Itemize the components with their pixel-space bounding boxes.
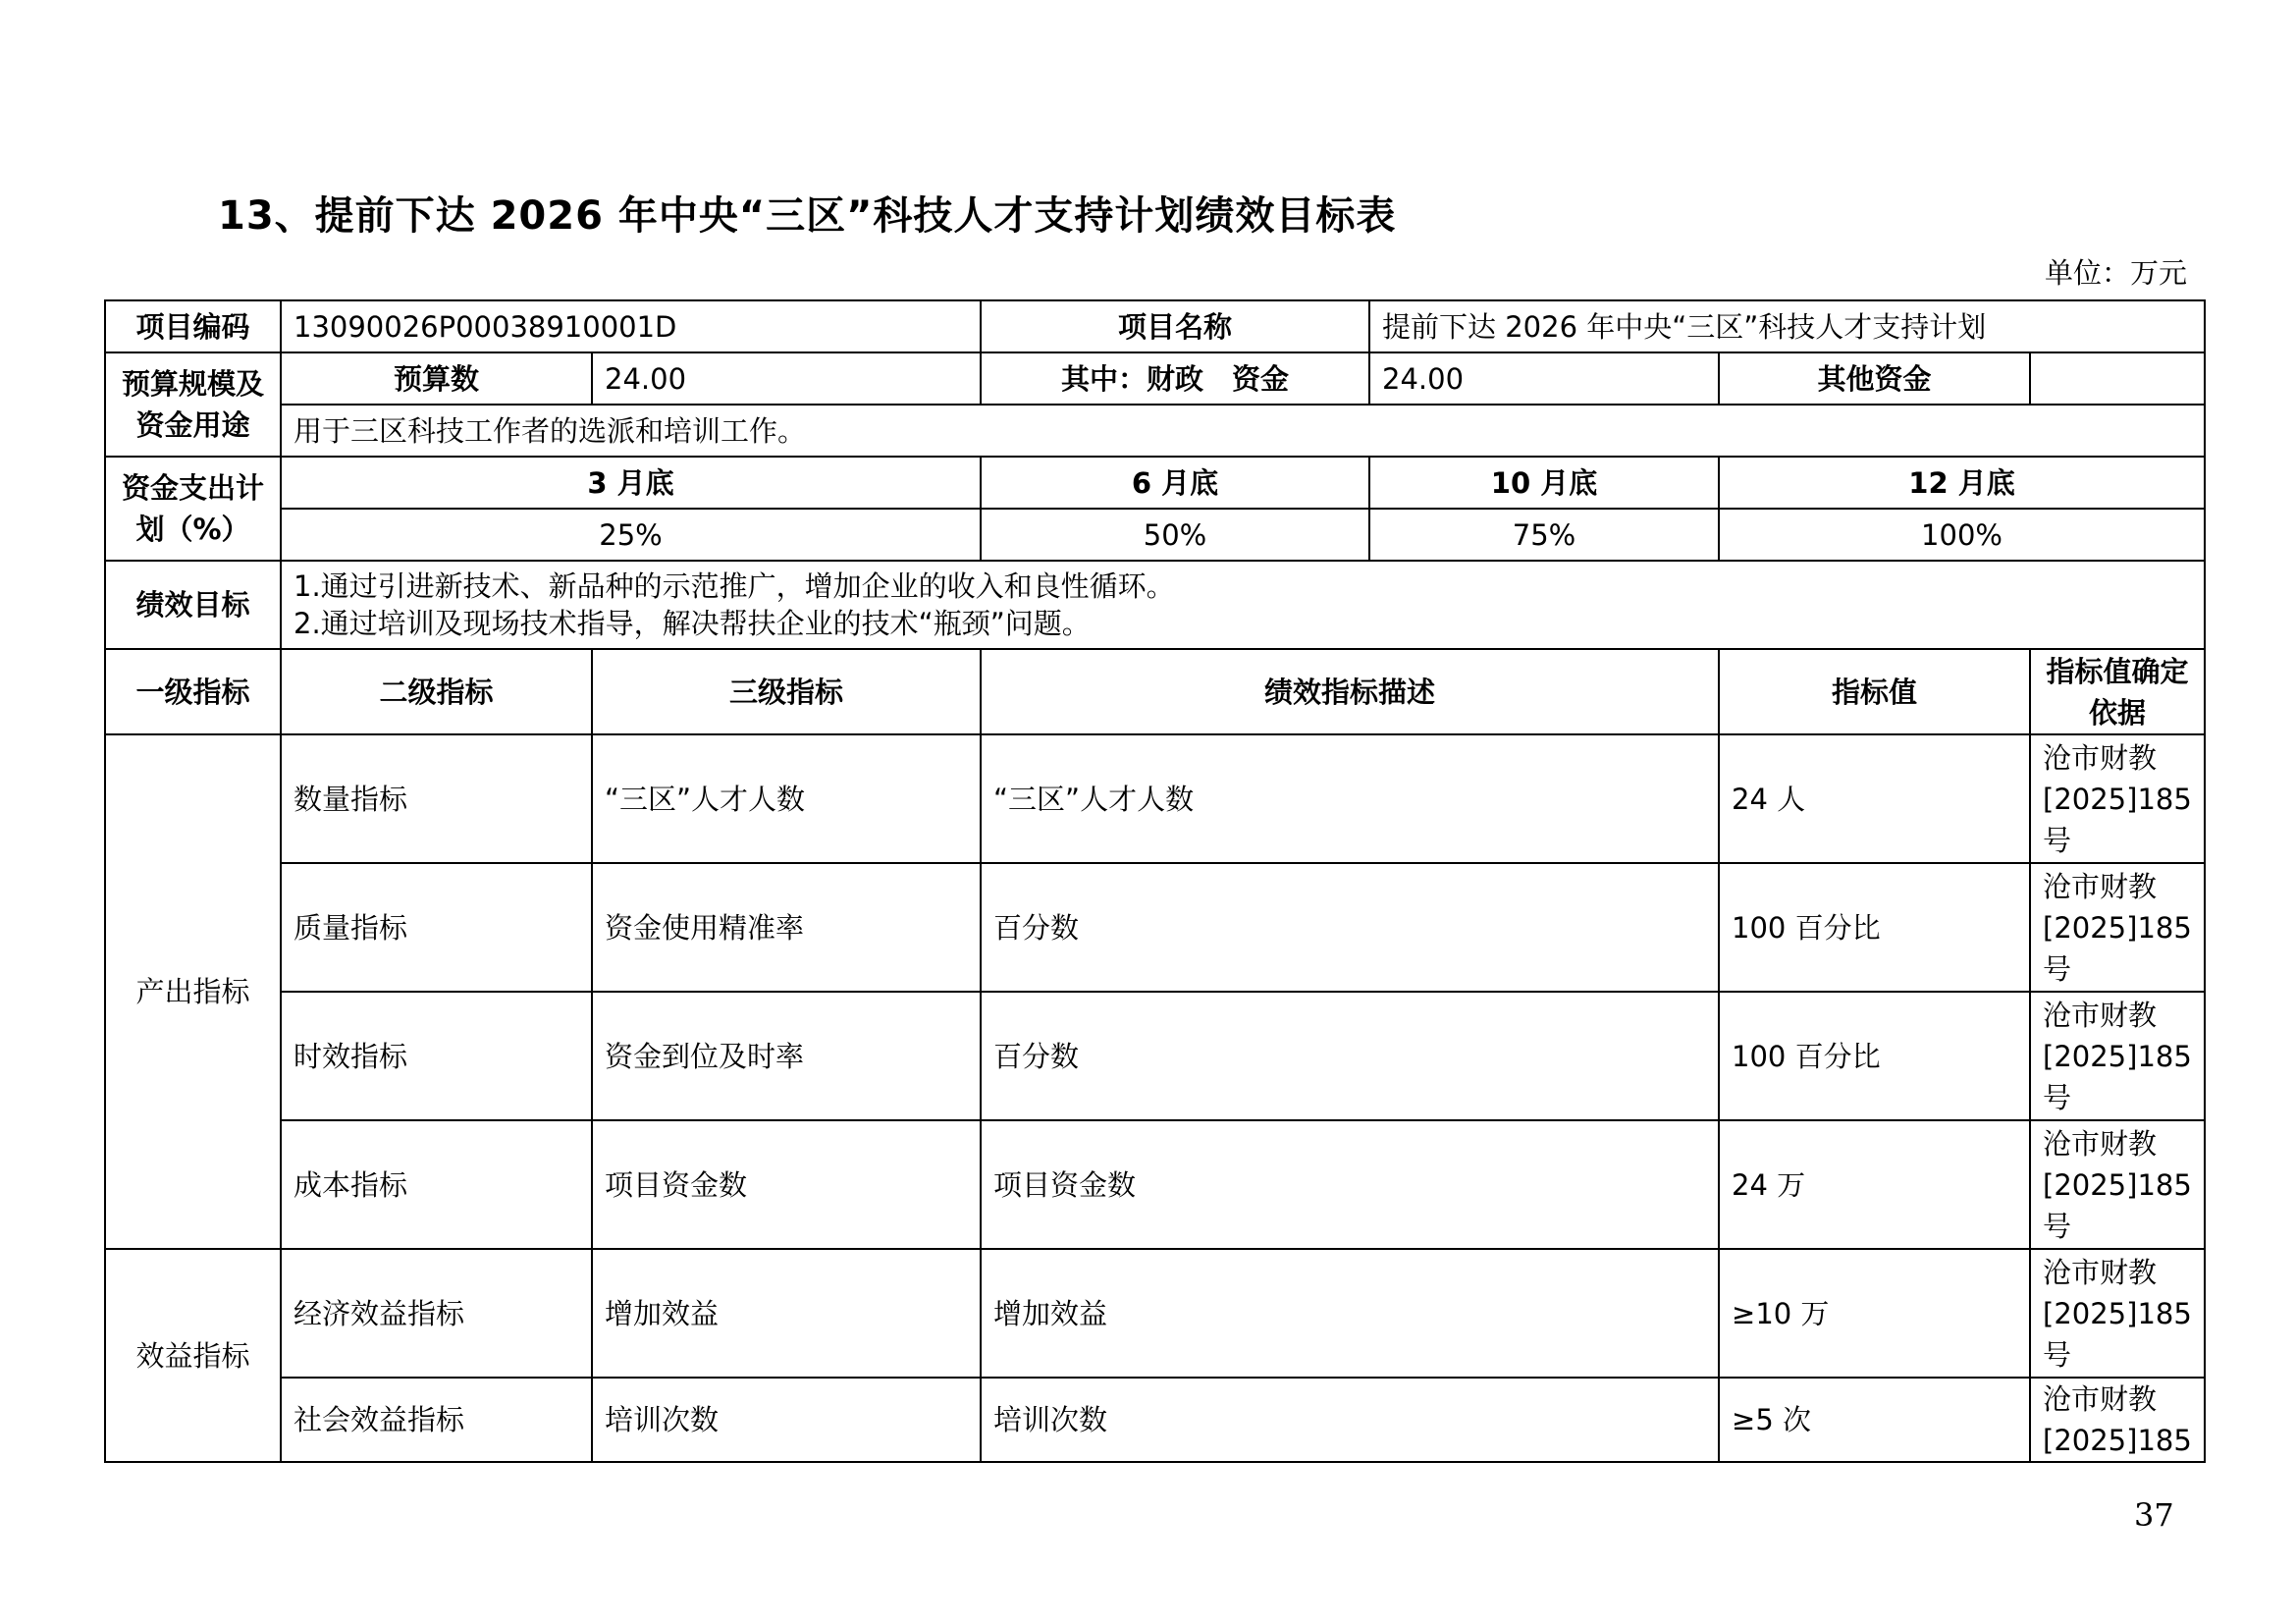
description-cell: 百分数	[981, 992, 1719, 1120]
spending-header-jun: 6 月底	[981, 457, 1369, 509]
value-cell: 24 万	[1719, 1120, 2030, 1249]
unit-label: 单位：万元	[2044, 256, 2187, 290]
project-row	[105, 300, 2205, 352]
spending-value-row	[105, 509, 2205, 561]
value-cell: 24 人	[1719, 734, 2030, 863]
value-cell: 100 百分比	[1719, 863, 2030, 992]
page-number: 37	[2134, 1496, 2174, 1534]
basis-cell: 沧市财教[2025]185号	[2030, 734, 2205, 863]
value-cell: ≥5 次	[1719, 1378, 2030, 1462]
basis-cell: 沧市财教[2025]185号	[2030, 863, 2205, 992]
performance-goals-label: 绩效目标	[105, 561, 281, 649]
budget-amount-value: 24.00	[592, 352, 981, 405]
level1-output: 产出指标	[105, 734, 281, 1249]
header-value: 指标值	[1719, 649, 2030, 734]
spending-plan-label: 资金支出计划（%）	[105, 457, 281, 561]
description-cell: 培训次数	[981, 1378, 1719, 1462]
level3-cell: 增加效益	[592, 1249, 981, 1378]
goal-line: 1.通过引进新技术、新品种的示范推广，增加企业的收入和良性循环。	[294, 569, 1175, 603]
level2-cell: 社会效益指标	[281, 1378, 592, 1462]
finance-fund-value: 24.00	[1369, 352, 1719, 405]
level1-benefit: 效益指标	[105, 1249, 281, 1462]
project-code-label: 项目编码	[105, 300, 281, 352]
value-cell: 100 百分比	[1719, 992, 2030, 1120]
other-fund-value	[2030, 352, 2205, 405]
header-basis: 指标值确定依据	[2030, 649, 2205, 734]
table-row	[105, 992, 2205, 1120]
basis-cell: 沧市财教[2025]185号	[2030, 1249, 2205, 1378]
header-level1: 一级指标	[105, 649, 281, 734]
table-row	[105, 1249, 2205, 1378]
description-cell: “三区”人才人数	[981, 734, 1719, 863]
goals-row	[105, 561, 2205, 649]
description-cell: 项目资金数	[981, 1120, 1719, 1249]
performance-target-table	[104, 299, 2206, 1463]
page-title: 13、提前下达 2026 年中央“三区”科技人才支持计划绩效目标表	[218, 193, 1397, 239]
budget-row	[105, 352, 2205, 405]
other-fund-label: 其他资金	[1719, 352, 2030, 405]
spending-value-oct: 75%	[1369, 509, 1719, 561]
description-cell: 百分数	[981, 863, 1719, 992]
table-row	[105, 863, 2205, 992]
header-level3: 三级指标	[592, 649, 981, 734]
spending-value-dec: 100%	[1719, 509, 2205, 561]
value-cell: ≥10 万	[1719, 1249, 2030, 1378]
level2-cell: 数量指标	[281, 734, 592, 863]
fund-usage-text: 用于三区科技工作者的选派和培训工作。	[281, 405, 2205, 457]
budget-section-label: 预算规模及资金用途	[105, 352, 281, 457]
level2-cell: 经济效益指标	[281, 1249, 592, 1378]
spending-header-mar: 3 月底	[281, 457, 981, 509]
level2-cell: 时效指标	[281, 992, 592, 1120]
level3-cell: 资金到位及时率	[592, 992, 981, 1120]
project-code-value: 13090026P00038910001D	[281, 300, 981, 352]
description-cell: 增加效益	[981, 1249, 1719, 1378]
spending-header-dec: 12 月底	[1719, 457, 2205, 509]
project-name-label: 项目名称	[981, 300, 1369, 352]
goal-line: 2.通过培训及现场技术指导，解决帮扶企业的技术“瓶颈”问题。	[294, 607, 1091, 640]
level3-cell: 培训次数	[592, 1378, 981, 1462]
indicator-header-row	[105, 649, 2205, 734]
performance-goals-text	[281, 561, 2205, 649]
table-row	[105, 734, 2205, 863]
spending-value-jun: 50%	[981, 509, 1369, 561]
spending-header-row	[105, 457, 2205, 509]
level3-cell: 资金使用精准率	[592, 863, 981, 992]
basis-cell: 沧市财教[2025]185号	[2030, 992, 2205, 1120]
spending-header-oct: 10 月底	[1369, 457, 1719, 509]
header-level2: 二级指标	[281, 649, 592, 734]
table-row	[105, 1120, 2205, 1249]
level3-cell: 项目资金数	[592, 1120, 981, 1249]
table-row	[105, 1378, 2205, 1462]
level2-cell: 质量指标	[281, 863, 592, 992]
level2-cell: 成本指标	[281, 1120, 592, 1249]
basis-cell: 沧市财教[2025]185	[2030, 1378, 2205, 1462]
basis-cell: 沧市财教[2025]185号	[2030, 1120, 2205, 1249]
project-name-value: 提前下达 2026 年中央“三区”科技人才支持计划	[1369, 300, 2205, 352]
budget-amount-label: 预算数	[281, 352, 592, 405]
spending-value-mar: 25%	[281, 509, 981, 561]
usage-row	[105, 405, 2205, 457]
finance-fund-label: 其中：财政 资金	[981, 352, 1369, 405]
header-description: 绩效指标描述	[981, 649, 1719, 734]
level3-cell: “三区”人才人数	[592, 734, 981, 863]
